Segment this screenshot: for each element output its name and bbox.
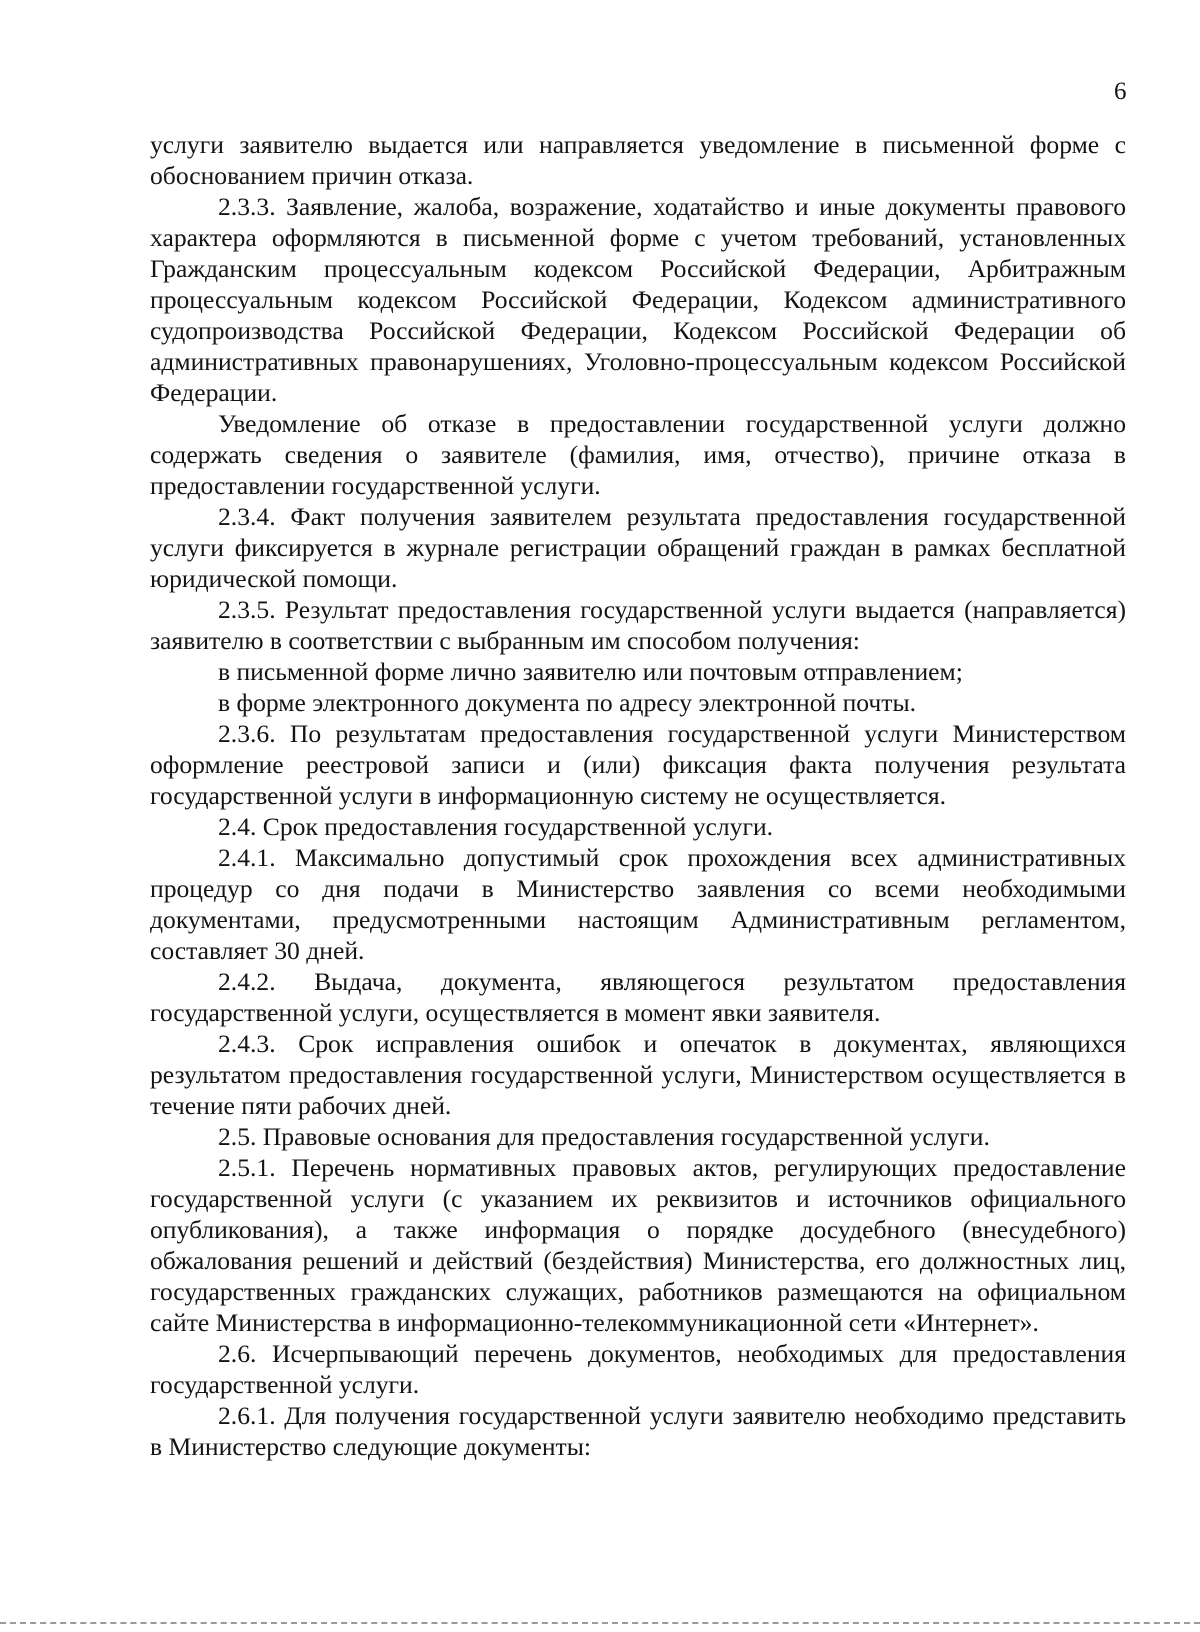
document-body [150,129,1126,1462]
scan-bottom-edge [0,1622,1200,1624]
paragraph-2-3-3: 2.3.3. Заявление, жалоба, возражение, ходатайство и иные документы правового характера оформляются в письменной форме с учетом требований, установленных Гражданским процессуальным кодексом Российской Федерации, Арбитражным процессуальным кодексом Российской Федерации, Кодексом административного судопроизводства Российской Федерации, Кодексом Российской Федерации об административных правонарушениях, Уголовно-процессуальным кодексом Российской Федерации. [150,192,1126,407]
paragraph-refusal-notice: Уведомление об отказе в предоставлении государственной услуги должно содержать сведения о заявителе (фамилия, имя, отчество), причине отказа в предоставлении государственной услуги. [150,409,1126,500]
paragraph-electronic-form: в форме электронного документа по адресу электронной почты. [218,688,917,717]
page-number: 6 [1114,78,1127,105]
paragraph-2-5: 2.5. Правовые основания для предоставления государственной услуги. [218,1122,990,1151]
paragraph-2-6-1: 2.6.1. Для получения государственной услуги заявителю необходимо представить в Министерство следующие документы: [150,1401,1126,1461]
paragraph-2-4-2: 2.4.2. Выдача, документа, являющегося результатом предоставления государственной услуги, осуществляется в момент явки заявителя. [150,967,1126,1027]
paragraph-2-5-1: 2.5.1. Перечень нормативных правовых актов, регулирующих предоставление государственной услуги (с указанием их реквизитов и источников официального опубликования), а также информация о порядке досудебного (внесудебного) обжалования решений и действий (бездействия) Министерства, его должностных лиц, государственных гражданских служащих, работников размещаются на официальном сайте Министерства в информационно-телекоммуникационной сети «Интернет». [150,1153,1126,1337]
paragraph-2-4-1: 2.4.1. Максимально допустимый срок прохождения всех административных процедур со дня подачи в Министерство заявления со всеми необходимыми документами, предусмотренными настоящим Административным регламентом, составляет 30 дней. [150,843,1126,965]
paragraph-2-4: 2.4. Срок предоставления государственной услуги. [218,812,774,841]
paragraph-written-form: в письменной форме лично заявителю или почтовым отправлением; [218,657,963,686]
paragraph-continuation: услуги заявителю выдается или направляется уведомление в письменной форме с обоснованием причин отказа. [150,130,1126,190]
paragraph-2-3-4: 2.3.4. Факт получения заявителем результата предоставления государственной услуги фиксируется в журнале регистрации обращений граждан в рамках бесплатной юридической помощи. [150,502,1126,593]
paragraph-2-6: 2.6. Исчерпывающий перечень документов, необходимых для предоставления государственной услуги. [150,1339,1126,1399]
paragraph-2-3-6: 2.3.6. По результатам предоставления государственной услуги Министерством оформление реестровой записи и (или) фиксация факта получения результата государственной услуги в информационную систему не осуществляется. [150,719,1126,810]
paragraph-2-4-3: 2.4.3. Срок исправления ошибок и опечаток в документах, являющихся результатом предоставления государственной услуги, Министерством осуществляется в течение пяти рабочих дней. [150,1029,1126,1120]
paragraph-2-3-5: 2.3.5. Результат предоставления государственной услуги выдается (направляется) заявителю в соответствии с выбранным им способом получения: [150,595,1126,655]
